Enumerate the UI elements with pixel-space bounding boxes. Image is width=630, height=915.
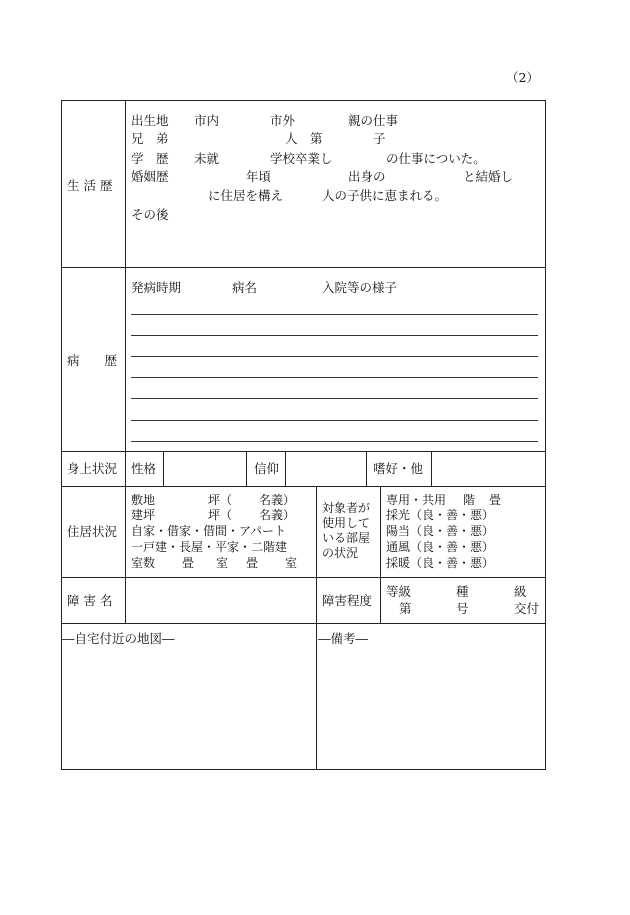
room-status-label-4: の状況 [322, 546, 359, 560]
graduated-label: 学校卒業し [270, 151, 333, 166]
city-in-label: 市内 [194, 113, 220, 128]
room-status-label-3: いる部屋 [322, 531, 371, 545]
grade-label: 等級 [386, 584, 412, 599]
origin-label: 出身の [348, 169, 386, 184]
children-label: 人の子供に恵まれる。 [322, 188, 448, 203]
housing-label: 住居状況 [67, 524, 118, 539]
hobby-label: 嗜好・他 [373, 461, 424, 476]
floor-owner-label: 名義） [259, 508, 296, 522]
marriage-label: 婚姻歴 [131, 169, 169, 184]
rooms-label: 室数 [131, 556, 156, 570]
building-type: 一戸建・長屋・平家・二階建 [131, 540, 288, 554]
personal-label: 身上状況 [67, 461, 118, 476]
ventilation-status: 通風（良・善・悪） [386, 540, 495, 554]
after-label: その後 [131, 207, 169, 222]
notes-area-label: ―備考― [318, 631, 369, 646]
rooms-shitsu-2: 室 [285, 556, 298, 570]
religion-label: 信仰 [254, 461, 280, 476]
sunlight-status: 陽当（良・善・悪） [386, 524, 495, 538]
disease-label: 病名 [232, 280, 258, 295]
rooms-shitsu-1: 室 [216, 556, 229, 570]
rooms-jo-2: 畳 [246, 556, 259, 570]
rooms-jo-1: 畳 [182, 556, 195, 570]
onset-label: 発病時期 [131, 280, 182, 295]
character-label: 性格 [131, 461, 157, 476]
married-label: と結婚し [463, 169, 514, 184]
page-number: （2） [506, 70, 539, 85]
issued-label: 交付 [514, 601, 540, 616]
floor-tsubo-label: 坪（ [208, 508, 233, 522]
site-owner-label: 名義） [259, 493, 296, 507]
room-status-label-1: 対象者が [322, 501, 371, 515]
residence-label: に住居を構え [208, 188, 284, 203]
floor-area-label: 建坪 [131, 508, 156, 522]
disability-degree-label: 障害程度 [322, 593, 373, 608]
siblings-count-unit: 人 [285, 131, 298, 146]
marriage-year-label: 年頃 [246, 169, 272, 184]
cert-no-prefix: 第 [399, 601, 412, 616]
birthplace-label: 出生地 [131, 113, 169, 128]
hospital-label: 入院等の様子 [322, 280, 398, 295]
birth-order-unit: 子 [373, 131, 386, 146]
type-label: 種 [456, 584, 469, 599]
disability-name-label: 障 害 名 [67, 593, 113, 608]
cert-no-unit: 号 [456, 601, 469, 616]
birth-order-prefix: 第 [310, 131, 323, 146]
room-floor-label: 階 [463, 493, 476, 507]
map-area-label: ―自宅付近の地図― [62, 631, 175, 646]
siblings-label: 兄 弟 [131, 131, 169, 146]
job-label: の仕事についた。 [386, 151, 486, 166]
medical-history-label: 病 歴 [67, 353, 118, 368]
grade-unit-label: 級 [514, 584, 527, 599]
no-school-label: 未就 [194, 151, 220, 166]
room-use-label: 専用・共用 [386, 493, 447, 507]
room-jo-label: 畳 [489, 493, 502, 507]
site-tsubo-label: 坪（ [208, 493, 233, 507]
heating-status: 採暖（良・善・悪） [386, 556, 495, 570]
site-label: 敷地 [131, 493, 156, 507]
education-label: 学 歴 [131, 151, 169, 166]
parent-job-label: 親の仕事 [348, 113, 399, 128]
life-history-label: 生 活 歴 [67, 178, 113, 193]
city-out-label: 市外 [270, 113, 296, 128]
room-status-label-2: 使用して [322, 516, 371, 530]
ownership-type: 自家・借家・借間・アパート [131, 524, 287, 538]
lighting-status: 採光（良・善・悪） [386, 508, 495, 522]
